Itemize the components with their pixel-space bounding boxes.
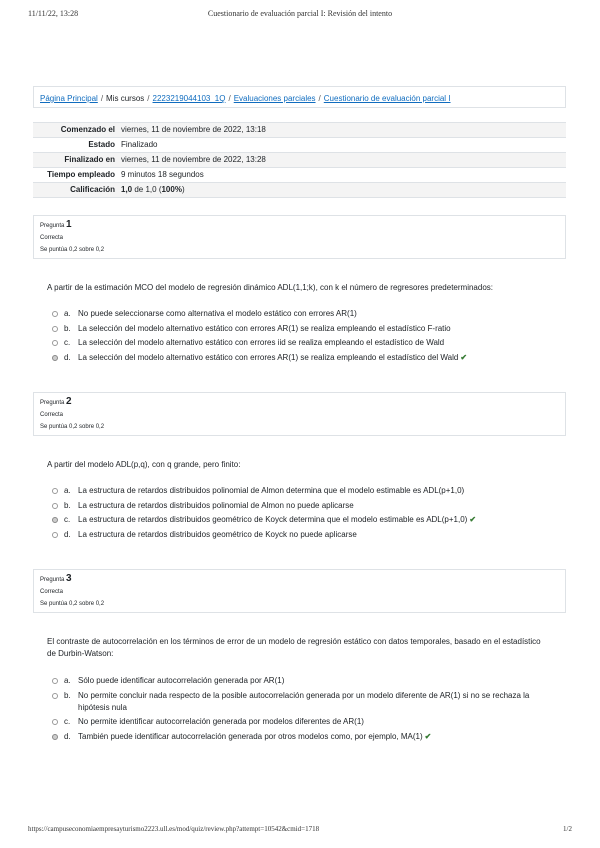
answer-option[interactable]: b. No permite concluir nada respecto de la posible autocorrelación generada por un modelo diferente de AR(1) si no se rechaza la hipótesis nula [52, 690, 552, 714]
radio-button-selected[interactable] [52, 734, 58, 740]
summary-row [33, 138, 566, 153]
breadcrumb-separator: / [228, 94, 231, 103]
question-state: Correcta [40, 412, 64, 418]
correct-check-icon: ✔ [424, 732, 432, 741]
correct-check-icon: ✔ [469, 515, 477, 524]
summary-value: Finalizado [121, 140, 158, 149]
question-info-3 [33, 569, 566, 613]
radio-button[interactable] [52, 326, 58, 332]
radio-button[interactable] [52, 532, 58, 538]
answer-option[interactable]: c. No permite identificar autocorrelación generada por modelos diferentes de AR(1) [52, 716, 552, 728]
question-info-1 [33, 215, 566, 259]
answer-option-selected[interactable]: d. También puede identificar autocorrelación generada por otros modelos como, por ejemplo, MA(1) ✔ [52, 731, 552, 743]
answer-option[interactable]: a. La estructura de retardos distribuidos polinomial de Almon determina que el modelo estimable es ADL(p+1,0) [52, 485, 552, 497]
radio-button[interactable] [52, 311, 58, 317]
summary-value: 9 minutos 18 segundos [121, 170, 204, 179]
summary-grade: 1,0 de 1,0 (100%) [121, 185, 185, 194]
summary-value: viernes, 11 de noviembre de 2022, 13:28 [121, 155, 266, 164]
answer-option-selected[interactable]: d. La selección del modelo alternativo estático con errores AR(1) se realiza empleando el estadístico del Wald ✔ [52, 352, 552, 364]
radio-button[interactable] [52, 678, 58, 684]
breadcrumb-separator: / [100, 94, 104, 103]
print-datetime: 11/11/22, 13:28 [28, 9, 79, 18]
answer-option[interactable]: b. La selección del modelo alternativo estático con errores AR(1) se realiza empleando el estadístico F-ratio [52, 323, 552, 335]
breadcrumb-separator: / [318, 94, 321, 103]
question-score: Se puntúa 0,2 sobre 0,2 [40, 424, 105, 430]
question-text-3: El contraste de autocorrelación en los términos de error de un modelo de regresión estático con datos temporales, basado en el estadístico de Durbin-Watson: [47, 637, 541, 658]
summary-row [33, 153, 566, 168]
radio-button[interactable] [52, 340, 58, 346]
breadcrumb-quiz-link[interactable]: Cuestionario de evaluación parcial I [323, 94, 451, 103]
question-text-2: A partir del modelo ADL(p,q), con q grande, pero finito: [47, 460, 241, 469]
summary-label: Comenzado el [60, 125, 115, 134]
print-page-number: 1/2 [563, 825, 572, 833]
question-text-1: A partir de la estimación MCO del modelo de regresión dinámico ADL(1,1;k), con k el número de regresores predeterminados: [47, 283, 493, 292]
attempt-summary-table [33, 122, 566, 198]
radio-button[interactable] [52, 488, 58, 494]
breadcrumb-my-courses: Mis cursos [106, 94, 145, 103]
breadcrumb-course-link[interactable]: 2223219044103_1Q [152, 94, 226, 103]
answer-option-selected[interactable]: c. La estructura de retardos distribuidos geométrico de Koyck determina que el modelo estimable es ADL(p+1,0) ✔ [52, 514, 552, 526]
breadcrumb-separator: / [147, 94, 150, 103]
answer-option[interactable]: a. No puede seleccionarse como alternativa el modelo estático con errores AR(1) [52, 308, 552, 320]
answer-option[interactable]: d. La estructura de retardos distribuidos geométrico de Koyck no puede aplicarse [52, 529, 552, 541]
breadcrumb-section-link[interactable]: Evaluaciones parciales [233, 94, 316, 103]
summary-row [33, 183, 566, 198]
question-score: Se puntúa 0,2 sobre 0,2 [40, 247, 105, 253]
question-info-2 [33, 392, 566, 436]
question-state: Correcta [40, 589, 64, 595]
question-number: 3 [66, 573, 72, 584]
summary-value: viernes, 11 de noviembre de 2022, 13:18 [121, 125, 266, 134]
answer-option[interactable]: a. Sólo puede identificar autocorrelación generada por AR(1) [52, 675, 552, 687]
radio-button[interactable] [52, 719, 58, 725]
breadcrumb [33, 86, 566, 108]
answer-option[interactable]: c. La selección del modelo alternativo estático con errores iid se realiza empleando el estadístico de Wald [52, 337, 552, 349]
question-label: Pregunta [40, 577, 65, 583]
summary-label: Estado [88, 140, 115, 149]
question-state: Correcta [40, 235, 64, 241]
answer-option[interactable]: b. La estructura de retardos distribuidos polinomial de Almon no puede aplicarse [52, 500, 552, 512]
summary-label: Tiempo empleado [47, 170, 115, 179]
radio-button-selected[interactable] [52, 517, 58, 523]
summary-label: Calificación [70, 185, 115, 194]
breadcrumb-home-link[interactable]: Página Principal [40, 94, 98, 103]
question-label: Pregunta [40, 400, 65, 406]
question-number: 2 [66, 396, 72, 407]
summary-label: Finalizado en [64, 155, 115, 164]
radio-button[interactable] [52, 503, 58, 509]
question-score: Se puntúa 0,2 sobre 0,2 [40, 601, 105, 607]
print-url: https://campuseconomiaempresayturismo2223.ull.es/mod/quiz/review.php?attempt=10542&cmid=1718 [28, 825, 320, 833]
radio-button[interactable] [52, 693, 58, 699]
radio-button-selected[interactable] [52, 355, 58, 361]
print-title: Cuestionario de evaluación parcial I: Revisión del intento [207, 9, 393, 18]
summary-row [33, 168, 566, 183]
question-number: 1 [66, 219, 72, 230]
summary-row [33, 123, 566, 138]
question-label: Pregunta [40, 223, 65, 229]
correct-check-icon: ✔ [460, 353, 468, 362]
